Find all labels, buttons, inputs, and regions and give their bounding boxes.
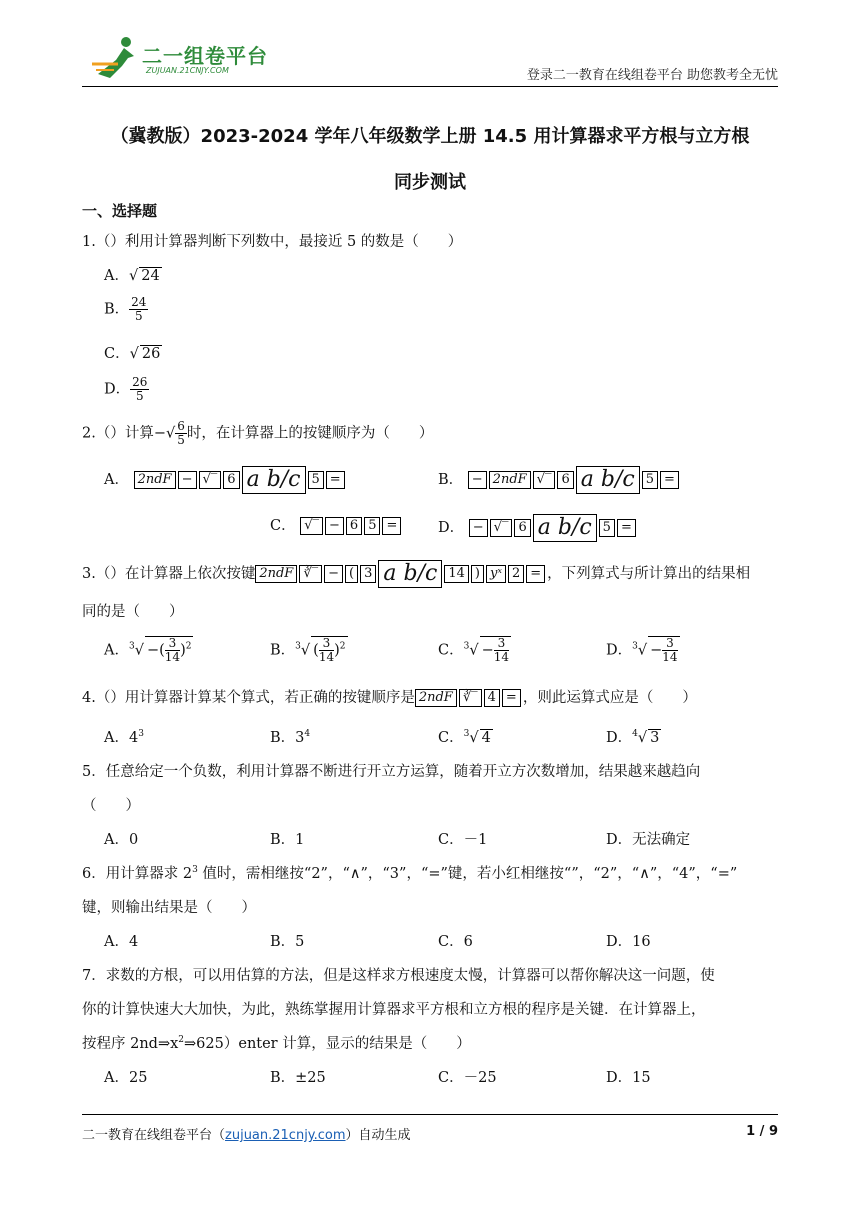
key-6: 6 (514, 519, 530, 537)
q6-stem-b: 值时，需相继按“2”，“∧”，“3”，“=”键，若小红相继按“”，“2”，“∧”，“4”，“=” (197, 866, 738, 882)
key-abc: a b/c (378, 560, 442, 588)
q4-d-index: 4 (632, 729, 638, 740)
q1-b-den: 5 (134, 309, 143, 323)
q2-frac-den: 5 (177, 433, 185, 447)
key-2ndf: 2ndF (415, 689, 457, 707)
question-4 (82, 686, 697, 707)
q6-sup: 3 (192, 865, 198, 876)
key-abc: a b/c (242, 466, 306, 494)
q7-stem-c (82, 1032, 471, 1053)
logo-subtext: ZUJUAN.21CNJY.COM (146, 66, 229, 75)
q2-stem-a: 2.（）计算− (82, 425, 166, 442)
q4-option-b[interactable] (270, 726, 310, 747)
q7-option-a[interactable]: A．25 (104, 1070, 148, 1086)
question-6 (82, 862, 737, 883)
key-lparen: ( (345, 565, 358, 583)
q4-c-index: 3 (463, 729, 470, 740)
key-minus: − (468, 471, 487, 489)
q3-option-a[interactable]: A．$^3$√ −( $\frac{3}{14}$ )$^2$ (104, 636, 192, 664)
key-5: 5 (308, 471, 324, 489)
q3-stem-a: 3.（）在计算器上依次按键 (82, 566, 256, 582)
q4-stem-b: ，则此运算式应是（ ） (522, 690, 697, 706)
q5-option-d[interactable]: D．无法确定 (606, 832, 691, 848)
key-5: 5 (364, 517, 380, 535)
q4-c-text: C． (438, 730, 464, 746)
q1-d-den: 5 (135, 389, 144, 403)
key-rparen: ) (471, 565, 484, 583)
key-2ndf: 2ndF (134, 471, 176, 489)
key-minus: − (324, 565, 343, 583)
key-sqrt: √‾ (533, 471, 556, 489)
footer-left-a: 二一教育在线组卷平台（ (82, 1128, 226, 1143)
q6-option-d[interactable]: D．16 (606, 934, 651, 950)
q4-d-text: D． (606, 730, 633, 746)
key-minus: − (469, 519, 488, 537)
key-eq: = (382, 517, 401, 535)
key-minus: − (178, 471, 197, 489)
q4-option-d[interactable]: D．$^4$√ 3 (606, 729, 660, 746)
footer-divider (82, 1114, 778, 1115)
q5-option-a[interactable]: A．0 (104, 832, 139, 848)
q4-a-sup: 3 (138, 729, 144, 740)
q1-c-radicand: 26 (141, 346, 161, 362)
q3-option-d[interactable]: D．$^3$√ − $\frac{3}{14}$ (606, 636, 678, 664)
q1-option-a[interactable]: A．√ 24 (104, 268, 160, 284)
q4-option-a[interactable] (104, 726, 144, 747)
q4-c-radicand: 4 (481, 730, 491, 746)
key-minus: − (325, 517, 344, 535)
footer-source (82, 1124, 411, 1143)
q2-option-c[interactable]: C． √‾ − 6 5 = (270, 514, 403, 535)
key-4: 4 (484, 689, 500, 707)
q7-option-c[interactable]: C．－25 (438, 1070, 497, 1086)
q1-d-num: 26 (132, 375, 148, 389)
key-eq: = (502, 689, 521, 707)
key-eq: = (526, 565, 545, 583)
q2-option-a[interactable]: A． 2ndF − √‾ 6 a b/c 5 = (104, 466, 347, 494)
key-5: 5 (599, 519, 615, 537)
key-abc: a b/c (576, 466, 640, 494)
q3-stem-c: 同的是（ ） (82, 604, 184, 620)
key-eq: = (617, 519, 636, 537)
q4-a-text: A．4 (104, 730, 139, 746)
q1-option-c[interactable]: C．√ 26 (104, 346, 161, 362)
q4-b-sup: 4 (304, 729, 311, 740)
q7-option-b[interactable]: B．±25 (270, 1070, 326, 1086)
key-2ndf: 2ndF (489, 471, 531, 489)
key-6: 6 (346, 517, 362, 535)
section-heading: 一、选择题 (82, 202, 158, 220)
q6-option-b[interactable]: B．5 (270, 934, 305, 950)
header-slogan: 登录二一教育在线组卷平台 助您教考全无忧 (526, 68, 778, 83)
q7-option-d[interactable]: D．15 (606, 1070, 651, 1086)
key-yx: yˣ (486, 565, 506, 583)
q4-option-c[interactable]: C．$^3$√ 4 (438, 729, 491, 746)
key-2ndf: 2ndF (255, 565, 297, 583)
key-5: 5 (642, 471, 658, 489)
q1-option-b[interactable]: B． $\frac{24}{5}$ (104, 295, 147, 323)
key-6: 6 (223, 471, 239, 489)
q4-d-radicand: 3 (650, 730, 660, 746)
question-7: 7．求数的方根，可以用估算的方法，但是这样求方根速度太慢，计算器可以帮你解决这一问题，使 (82, 968, 715, 984)
q6-option-c[interactable]: C．6 (438, 934, 473, 950)
key-cbrt: ∛‾ (299, 565, 322, 583)
header-divider (82, 86, 778, 87)
question-5: 5．任意给定一个负数，利用计算器不断进行开立方运算，随着开立方次数增加，结果越来越趋向 (82, 764, 701, 780)
q2-option-b[interactable]: B． − 2ndF √‾ 6 a b/c 5 = (438, 466, 681, 494)
q7-stem-c-b: ⇒625）enter 计算，显示的结果是（ ） (184, 1036, 471, 1052)
footer-link[interactable]: zujuan.21cnjy.com (225, 1128, 346, 1143)
q6-option-a[interactable]: A．4 (104, 934, 139, 950)
q5-paren: （ ） (82, 798, 140, 814)
key-3: 3 (360, 565, 376, 583)
q2-frac-num: 6 (177, 419, 185, 433)
q6-stem-c: 键，则输出结果是（ ） (82, 900, 256, 916)
page-title: （冀教版）2023-2024 学年八年级数学上册 14.5 用计算器求平方根与立方根 (110, 126, 750, 147)
key-abc: a b/c (533, 514, 597, 542)
q7-sup: 2 (178, 1035, 185, 1046)
key-eq: = (660, 471, 679, 489)
q4-stem-a: 4.（）用计算器计算某个算式，若正确的按键顺序是 (82, 690, 415, 706)
q7-stem-c-a: 按程序 2nd⇒x (82, 1036, 179, 1052)
q3-stem-b: ，下列算式与所计算出的结果相 (547, 566, 751, 582)
key-sqrt: √‾ (199, 471, 222, 489)
page-title-line2: 同步测试 (394, 172, 466, 193)
q6-stem-a: 6．用计算器求 2 (82, 866, 193, 882)
question-2: 2.（）计算−√ $\frac{6}{5}$ 时，在计算器上的按键顺序为（ ） (82, 419, 434, 447)
key-2: 2 (508, 565, 524, 583)
question-1: 1.（）利用计算器判断下列数中，最接近 5 的数是（ ） (82, 234, 463, 250)
q1-option-d[interactable]: D． $\frac{26}{5}$ (104, 375, 148, 403)
key-6: 6 (557, 471, 573, 489)
logo-text: 二一组卷平台 (142, 44, 268, 68)
q1-b-num: 24 (131, 295, 147, 309)
key-sqrt: √‾ (490, 519, 513, 537)
q7-stem-b: 你的计算快速大大加快，为此，熟练掌握用计算器求平方根和立方根的程序是关键．在计算器上， (82, 1002, 706, 1018)
q2-stem-b: 时，在计算器上的按键顺序为（ ） (186, 425, 434, 442)
q5-option-c[interactable]: C．－1 (438, 832, 488, 848)
question-3 (82, 560, 750, 588)
q4-b-text: B．3 (270, 730, 305, 746)
q3-option-b[interactable]: B．$^3$√ ( $\frac{3}{14}$ )$^2$ (270, 636, 346, 664)
q3-option-c[interactable]: C．$^3$√ − $\frac{3}{14}$ (438, 636, 510, 664)
q5-option-b[interactable]: B．1 (270, 832, 305, 848)
key-cbrt: ∛‾ (459, 689, 482, 707)
key-eq: = (326, 471, 345, 489)
key-sqrt: √‾ (300, 517, 323, 535)
page-number: 1 / 9 (746, 1124, 778, 1139)
runner-logo-icon (88, 34, 148, 82)
key-14: 14 (444, 565, 469, 583)
footer-left-b: ）自动生成 (345, 1128, 411, 1143)
q1-a-radicand: 24 (141, 268, 160, 284)
q2-option-d[interactable]: D． − √‾ 6 a b/c 5 = (438, 514, 638, 542)
